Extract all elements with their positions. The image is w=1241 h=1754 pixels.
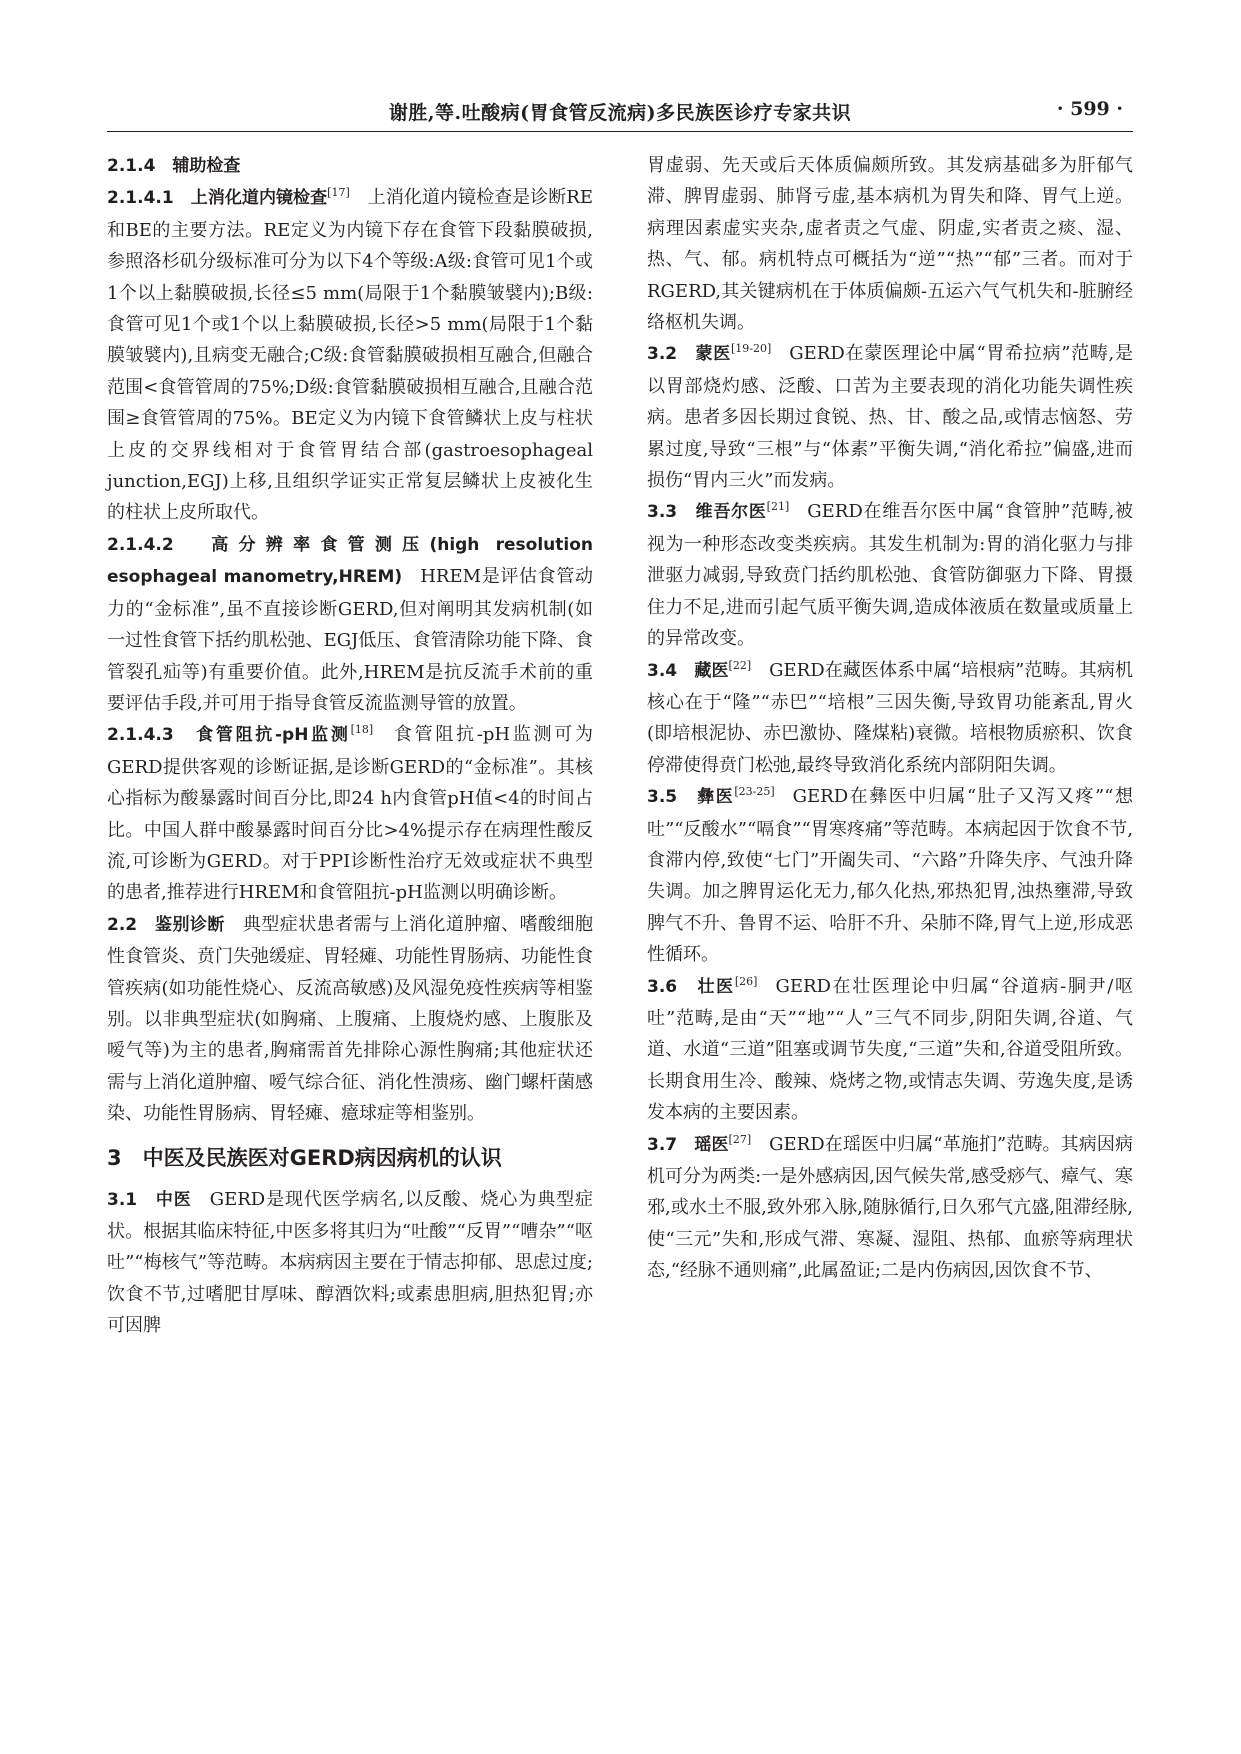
right-column [647, 150, 1133, 1287]
section-3-2-text: GERD在蒙医理论中属“胃希拉病”范畴,是以胃部烧灼感、泛酸、口苦为主要表现的消化功能失调性疾病。患者多因长期过食锐、热、甘、酸之品,或情志恼怒、劳累过度,导致“三根”与“体素”平衡失调,“消化希拉”偏盛,进而损伤“胃内三火”而发病。 [647, 343, 1133, 492]
section-2-2 [107, 909, 593, 1130]
section-3-5-text: GERD在彝医中归属“肚子又泻又疼”“想吐”“反酸水”“嗝食”“胃寒疼痛”等范畴。本病起因于饮食不节,食滞内停,致使“七门”开阖失司、“六路”升降失序、气浊升降失调。加之脾胃运化无力,郁久化热,邪热犯胃,浊热壅滞,导致脾气不升、鲁胃不运、哈肝不升、朵肺不降,胃气上逆,形成恶性循环。 [647, 786, 1133, 966]
section-3-1-heading: 3.1 中医 [107, 1189, 192, 1210]
section-2-1-4-3-heading: 2.1.4.3 食管阻抗-pH监测 [107, 725, 351, 746]
reference-22: [22] [728, 658, 752, 672]
section-3-3-heading: 3.3 维吾尔医 [647, 502, 767, 523]
running-header-title: 谢胜,等.吐酸病(胃食管反流病)多民族医诊疗专家共识 [388, 102, 852, 124]
section-3-6-heading: 3.6 壮医 [647, 976, 735, 997]
section-3-7-heading: 3.7 瑶医 [647, 1134, 729, 1155]
section-2-1-4-heading: 2.1.4 辅助检查 [107, 156, 241, 176]
reference-23-25: [23-25] [734, 785, 775, 799]
section-3-2 [647, 338, 1133, 496]
running-header [107, 96, 1133, 126]
section-3-4-text: GERD在藏医体系中属“培根病”范畴。其病机核心在于“隆”“赤巴”“培根”三因失衡,导致胃功能紊乱,胃火(即培根泥协、赤巴激协、隆煤粘)衰微。培根物质瘀积、饮食停滞使得贲门松弛,最终导致消化系统内部阴阳失调。 [647, 659, 1133, 776]
section-2-1-4-2-heading: 2.1.4.2 高分辨率食管测压(high resolution esophageal manometry,HREM) [107, 534, 593, 588]
section-3-5-heading: 3.5 彝医 [647, 787, 735, 808]
section-3-3 [647, 496, 1133, 654]
reference-26: [26] [734, 974, 758, 988]
section-3-6 [647, 971, 1133, 1129]
section-3-7 [647, 1129, 1133, 1287]
header-rule [107, 131, 1133, 132]
section-3-5 [647, 781, 1133, 970]
section-3-3-text: GERD在维吾尔医中属“食管肿”范畴,被视为一种形态改变类疾病。其发生机制为:胃的消化驱力与排泄驱力减弱,导致贲门括约肌松弛、食管防御驱力下降、胃摄住力不足,进而引起气质平衡失调,造成体液质在数量或质量上的异常改变。 [647, 501, 1133, 650]
section-3-1 [107, 1184, 593, 1342]
section-2-2-text: 典型症状患者需与上消化道肿瘤、嗜酸细胞性食管炎、贲门失弛缓症、胃轻瘫、功能性胃肠病、功能性食管疾病(如功能性烧心、反流高敏感)及风湿免疫性疾病等相鉴别。以非典型症状(如胸痛、上腹痛、上腹烧灼感、上腹胀及嗳气等)为主的患者,胸痛需首先排除心源性胸痛;其他症状还需与上消化道肿瘤、嗳气综合征、消化性溃疡、幽门螺杆菌感染、功能性胃肠病、胃轻瘫、癔球症等相鉴别。 [107, 913, 593, 1125]
section-3-7-text: GERD在瑶医中归属“革施扪”范畴。其病因病机可分为两类:一是外感病因,因气候失常,感受痧气、瘴气、寒邪,或水土不服,致外邪入脉,随脉循行,日久邪气亢盛,阻滞经脉,使“三元”失和,形成气滞、寒凝、湿阻、热郁、血瘀等病理状态,“经脉不通则痛”,此属盈证;二是内伤病因,因饮食不节、 [647, 1133, 1133, 1282]
section-2-1-4-2-text: HREM是评估食管动力的“金标准”,虽不直接诊断GERD,但对阐明其发病机制(如一过性食管下括约肌松弛、EGJ低压、食管清除功能下降、食管裂孔疝等)有重要价值。此外,HREM是抗反流手术前的重要评估手段,并可用于指导食管反流监测导管的放置。 [107, 566, 594, 714]
section-3-4 [647, 655, 1133, 782]
section-3-heading: 3 中医及民族医对GERD病因病机的认识 [107, 1145, 502, 1170]
reference-18: [18] [350, 723, 374, 737]
section-3-6-text: GERD在壮医理论中归属“谷道病-胴尹/呕吐”范畴,是由“天”“地”“人”三气不同步,阴阳失调,谷道、气道、水道“三道”阻塞或调节失度,“三道”失和,谷道受阻所致。长期食用生冷、酸辣、烧烤之物,或情志失调、劳逸失度,是诱发本病的主要因素。 [647, 975, 1133, 1124]
section-2-1-4-3 [107, 719, 593, 908]
reference-27: [27] [728, 1132, 752, 1146]
left-column [107, 150, 593, 1342]
reference-21: [21] [766, 500, 790, 514]
section-2-1-4-2 [107, 529, 593, 719]
section-2-1-4-3-text: 食管阻抗-pH监测可为GERD提供客观的诊断证据,是诊断GERD的“金标准”。其核心指标为酸暴露时间百分比,即24 h内食管pH值<4的时间占比。中国人群中酸暴露时间百分比>4%提示存在病理性酸反流,可诊断为GERD。对于PPI诊断性治疗无效或症状不典型的患者,推荐进行HREM和食管阻抗-pH监测以明确诊断。 [107, 724, 593, 904]
section-3-4-heading: 3.4 藏医 [647, 660, 729, 681]
section-3-2-heading: 3.2 蒙医 [647, 344, 731, 365]
section-2-2-heading: 2.2 鉴别诊断 [107, 914, 225, 935]
section-3-1-continued: 胃虚弱、先天或后天体质偏颇所致。其发病基础多为肝郁气滞、脾胃虚弱、肺肾亏虚,基本病机为胃失和降、胃气上逆。病理因素虚实夹杂,虚者责之气虚、阴虚,实者责之痰、湿、热、气、郁。病机特点可概括为“逆”“热”“郁”三者。而对于RGERD,其关键病机在于体质偏颇-五运六气气机失和-脏腑经络枢机失调。 [647, 155, 1133, 334]
page-number: · 599 · [1056, 98, 1123, 120]
section-2-1-4-1 [107, 182, 593, 528]
reference-19-20: [19-20] [730, 342, 772, 356]
section-2-1-4-1-heading: 2.1.4.1 上消化道内镜检查 [107, 188, 328, 209]
reference-17: [17] [327, 186, 350, 200]
section-2-1-4-1-text: 上消化道内镜检查是诊断RE和BE的主要方法。RE定义为内镜下存在食管下段黏膜破损,参照洛杉矶分级标准可分为以下4个等级:A级:食管可见1个或1个以上黏膜破损,长径≤5 mm(局限于1个黏膜皱襞内);B级:食管可见1个或1个以上黏膜破损,长径>5 mm(局限于1个黏膜皱襞内),且病变无融合;C级:食管黏膜破损相互融合,但融合范围<食管管周的75%;D级:食管黏膜破损相互融合,且融合范围≥食管管周的75%。BE定义为内镜下食管鳞状上皮与柱状上皮的交界线相对于食管胃结合部(gastroesophageal junction,EGJ)上移,且组织学证实正常复层鳞状上皮被化生的柱状上皮所取代。 [107, 187, 593, 524]
section-3-1-text: GERD是现代医学病名,以反酸、烧心为典型症状。根据其临床特征,中医多将其归为“吐酸”“反胃”“嘈杂”“呕吐”“梅核气”等范畴。本病病因主要在于情志抑郁、思虑过度;饮食不节,过嗜肥甘厚味、醇酒饮料;或素患胆病,胆热犯胃;亦可因脾 [107, 1188, 593, 1337]
